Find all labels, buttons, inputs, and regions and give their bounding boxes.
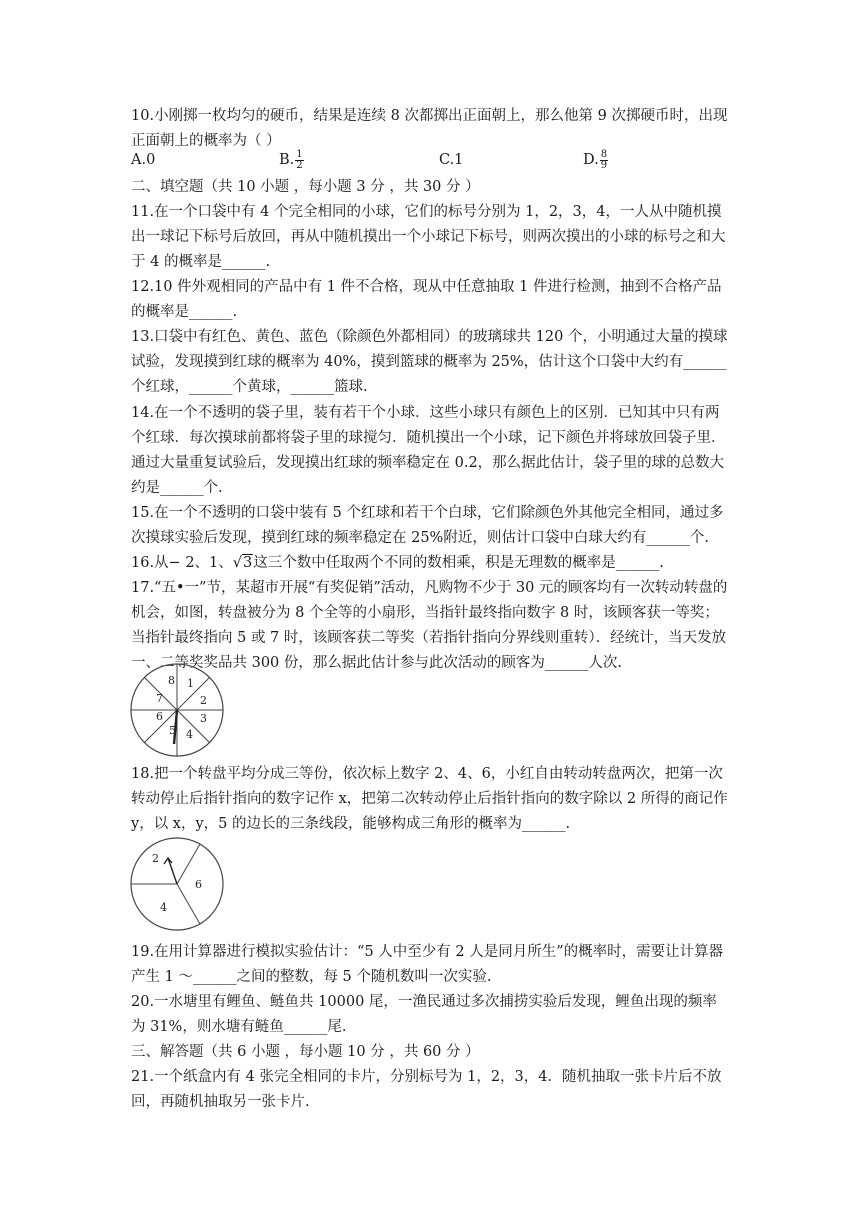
option-c: C.1 [439,152,464,168]
sector-label-4: 4 [160,901,167,914]
fraction-one-half [295,150,303,171]
question-12: 12.10 件外观相同的产品中有 1 件不合格，现从中任意抽取 1 件进行检测，抽到不合格产品的概率是______. [131,279,722,320]
question-17: 17.“五•一”节，某超市开展“有奖促销”活动，凡购物不少于 30 元的顾客均有一次转动转盘的机会，如图，转盘被分为 8 个全等的小扇形，当指针最终指向数字 8 时，该顾客获一等奖；当指针最终指向 5 或 7 时，该顾客获二等奖（若指针指向分界线则重转）．经统计，当天发放一、二等奖奖品共 300 份，那么据此估计参与此次活动的顾客为______人次. [131,580,728,671]
question-19: 19.在用计算器进行模拟实验估计：“5 人中至少有 2 人是同月所生”的概率时，需要让计算器产生 1 ～______之间的整数，每 5 个随机数叫一次实验. [131,944,724,985]
spinner-diagram-eight-sectors [128,662,226,758]
question-16-suffix: 这三个数中任取两个不同的数相乘，积是无理数的概率是______. [253,555,664,571]
question-21: 21.一个纸盒内有 4 张完全相同的卡片，分别标号为 1，2，3，4．随机抽取一张卡片后不放回，再随机抽取另一张卡片. [131,1069,722,1110]
fraction-denominator: 2 [296,159,303,171]
square-root-radicand: 3 [243,555,253,571]
question-16 [131,551,731,576]
fraction-eight-ninths [600,150,608,171]
sector-label-1: 1 [187,677,194,690]
question-14: 14.在一个不透明的袋子里，装有若干个小球．这些小球只有颜色上的区别．已知其中只有两个红球．每次摸球前都将袋子里的球搅匀．随机摸出一个小球，记下颜色并将球放回袋子里．通过大量重复试验后，发现摸出红球的频率稳定在 0.2，那么据此估计，袋子里的球的总数大约是______个. [131,405,726,496]
fraction-numerator: 1 [296,148,303,160]
sector-label-2: 2 [200,694,207,707]
option-a: A.0 [131,152,156,168]
question-13: 13.口袋中有红色、黄色、蓝色（除颜色外都相同）的玻璃球共 120 个，小明通过大量的摸球试验，发现摸到红球的概率为 40%，摸到篮球的概率为 25%，估计这个口袋中大约有______个红球，______个黄球，______篮球. [131,329,728,395]
sector-label-6: 6 [195,878,202,891]
sector-label-6: 6 [156,710,163,723]
sector-label-2: 2 [152,852,159,865]
question-10: 10.小刚掷一枚均匀的硬币，结果是连续 8 次都掷出正面朝上，那么他第 9 次掷硬币时，出现正面朝上的概率为（ ） [131,108,728,149]
question-15: 15.在一个不透明的口袋中装有 5 个红球和若干个白球，它们除颜色外其他完全相同，通过多次摸球实验后发现，摸到红球的频率稳定在 25%附近，则估计口袋中白球大约有______个. [131,505,724,546]
section-heading-answers: 三、解答题（共 6 小题 ，每小题 10 分 ，共 60 分 ） [131,1044,480,1060]
option-b-prefix: B. [279,152,295,168]
sector-label-3: 3 [200,712,207,725]
question-18: 18.把一个转盘平均分成三等份，依次标上数字 2、4、6，小红自由转动转盘两次，把第一次转动停止后指针指向的数字记作 x，把第二次转动停止后指针指向的数字除以 2 所得的商记作 y，以 x，y，5 的边长的三条线段，能够构成三角形的概率为______. [131,766,728,832]
spinner-diagram-three-sectors [128,836,226,932]
sector-label-7: 7 [156,692,163,705]
option-d [583,148,608,173]
section-heading-fill-in: 二、填空题（共 10 小题 ，每小题 3 分 ，共 30 分 ） [131,179,480,195]
fraction-denominator: 9 [600,159,608,171]
question-16-prefix: 16.从− 2、1、 [131,555,233,571]
square-root: √3 [232,555,253,571]
sector-label-5: 5 [169,724,176,737]
question-11: 11.在一个口袋中有 4 个完全相同的小球，它们的标号分别为 1，2，3，4，一人从中随机摸出一球记下标号后放回，再从中随机摸出一个小球记下标号，则两次摸出的小球的标号之和大于 4 的概率是______. [131,204,726,270]
option-b [279,148,304,173]
sector-label-8: 8 [168,674,175,687]
sector-label-4: 4 [186,728,193,741]
option-d-prefix: D. [583,152,599,168]
fraction-numerator: 8 [600,148,608,160]
question-20: 20.一水塘里有鲤鱼、鲢鱼共 10000 尾，一渔民通过多次捕捞实验后发现，鲤鱼出现的频率为 31%，则水塘有鲢鱼______尾. [131,994,717,1035]
